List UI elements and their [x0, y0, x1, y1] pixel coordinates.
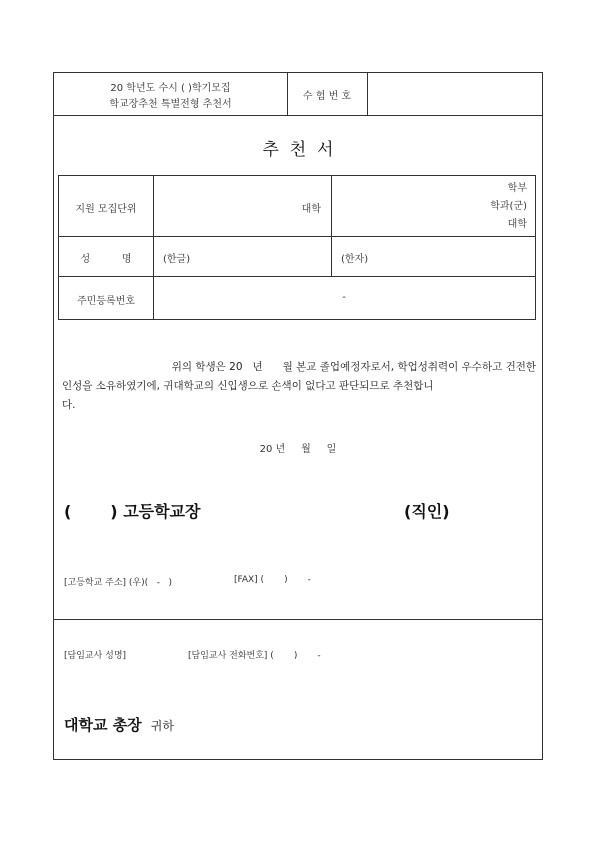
seal-label: (직인): [404, 502, 450, 521]
teacher-name: [담임교사 성명]: [64, 651, 127, 661]
dept-line: 학부: [507, 183, 527, 194]
honorific-label: 귀하: [150, 719, 174, 733]
header-title: [54, 81, 287, 113]
principal-signature: ( ) 고등학교장: [64, 502, 201, 521]
label-resident-number: 주민등록번호: [77, 296, 135, 307]
addressee: [64, 714, 174, 735]
label-name: 성 명: [80, 254, 132, 265]
date-line: 20 년 월 일: [259, 444, 337, 455]
body-line: 위의 학생은 20 년 월 본교 졸업예정자로서, 학업성취력이 우수하고 건전한: [171, 361, 536, 373]
divider: [59, 236, 535, 237]
header-line2: 학교장추천 특별전형 추천서: [109, 99, 232, 110]
field-resident-number: -: [342, 292, 346, 303]
school-address: [고등학교 주소] (우)( - ): [64, 578, 173, 588]
field-name-hangul: (한글): [163, 254, 191, 265]
field-name-hanja: (한자): [341, 254, 369, 265]
recommendation-text: [62, 358, 536, 415]
divider: [367, 73, 368, 115]
divider: [54, 619, 542, 620]
document-frame: [53, 72, 543, 760]
body-line: 다.: [62, 399, 76, 411]
page-title: 추 천 서: [262, 140, 334, 160]
teacher-phone: [담임교사 전화번호] ( ) -: [188, 651, 321, 661]
label-unit: 지원 모집단위: [75, 204, 137, 215]
dept-line: 대학: [507, 219, 527, 230]
divider: [54, 115, 542, 116]
info-table: [58, 175, 536, 320]
body-line: 인성을 소유하였기에, 귀대학교의 신입생으로 손색이 없다고 판단되므로 추천합니: [62, 380, 434, 392]
field-department: [331, 180, 527, 234]
divider: [59, 276, 535, 277]
dept-line: 학과(군): [490, 201, 527, 212]
school-fax: [FAX] ( ) -: [234, 575, 311, 585]
field-university: 대학: [301, 204, 321, 215]
header-line1: 20 학년도 수시 ( )학기모집: [110, 83, 231, 94]
president-label: 대학교 총장: [64, 716, 142, 734]
exam-number-label: 수 험 번 호: [302, 91, 352, 102]
